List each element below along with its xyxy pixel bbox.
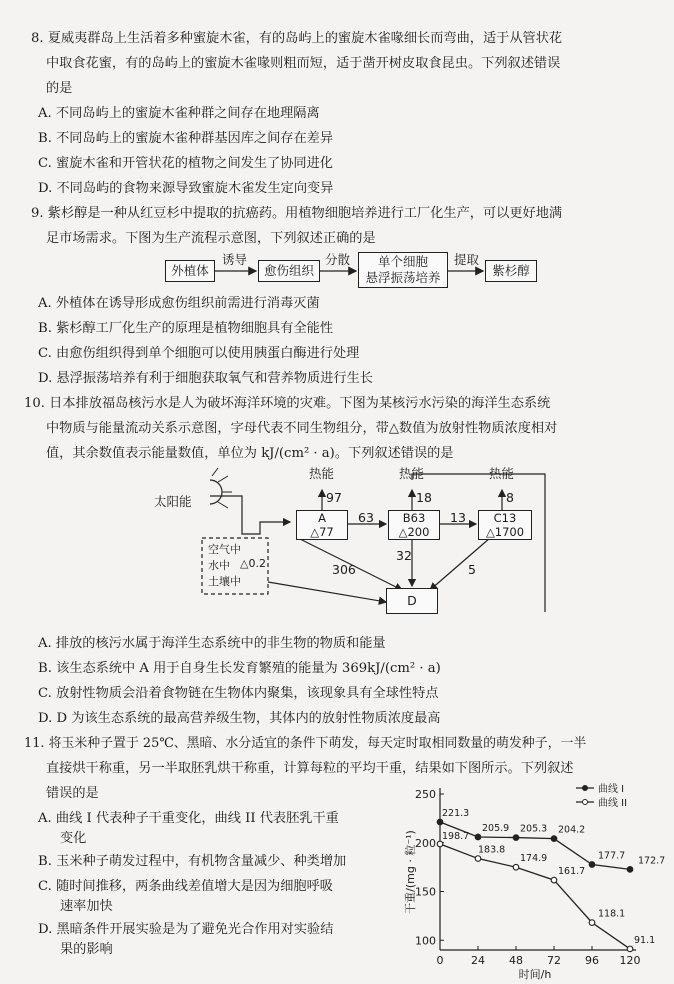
- node-a-label: A: [318, 511, 326, 525]
- series-2-data-label: 198.7: [442, 831, 470, 843]
- series-2-point: [475, 856, 481, 862]
- y-tick-label: 250: [415, 788, 436, 801]
- series-1-data-label: 205.9: [482, 822, 510, 834]
- q10-ecosystem-diagram: [150, 462, 560, 624]
- q10-line1: 10. 日本排放福岛核污水是人为破坏海洋环境的灾难。下图为某核污水污染的海洋生态系统: [24, 396, 551, 411]
- series-1-data-label: 204.2: [558, 824, 586, 836]
- x-axis-label: 时间/h: [518, 968, 552, 981]
- series-2-data-label: 174.9: [520, 853, 548, 865]
- sun-label: 太阳能: [154, 494, 192, 509]
- series-1-point: [627, 867, 633, 873]
- q8-line3: 的是: [46, 81, 73, 96]
- chart-series: [437, 808, 665, 952]
- y-tick-label: 150: [415, 885, 436, 899]
- energy-306: 306: [332, 562, 356, 577]
- env-water: 水中: [208, 559, 230, 572]
- q11-line3: 错误的是: [46, 786, 99, 801]
- q11-option-a-2: 变化: [60, 831, 87, 846]
- q9-line2: 足市场需求。下图为生产流程示意图，下列叙述正确的是: [46, 231, 376, 246]
- q10-line2: 中物质与能量流动关系示意图，字母代表不同生物组分，带△数值为放射性物质浓度相对: [46, 421, 558, 436]
- series-1-point: [475, 834, 481, 840]
- legend-marker-2: [583, 800, 588, 805]
- series-1-point: [437, 819, 443, 825]
- series-2-point: [627, 946, 633, 952]
- heat-label-b: 热能: [399, 466, 425, 481]
- q10-option-a: A. 排放的核污水属于海洋生态系统中的非生物的物质和能量: [38, 636, 386, 651]
- heat-label-c: 热能: [489, 466, 515, 481]
- node-a-value: △77: [310, 525, 334, 539]
- q9-option-d: D. 悬浮振荡培养有利于细胞获取氧气和营养物质进行生长: [38, 371, 373, 386]
- series-2-point: [513, 864, 519, 870]
- q11-line1: 11. 将玉米种子置于 25℃、黑暗、水分适宜的条件下萌发，每天定时取相同数量的萌发种子，一半: [24, 736, 587, 751]
- q10-option-d: D. D 为该生态系统的最高营养级生物，其体内的放射性物质浓度最高: [38, 711, 441, 726]
- flow-box-cell-line1: 单个细胞: [377, 254, 428, 269]
- flow-box-taxol: 紫杉醇: [485, 260, 537, 282]
- chart-legend: [576, 782, 627, 809]
- series-1-point: [589, 862, 595, 868]
- node-d: D: [386, 588, 438, 614]
- node-a: [296, 510, 348, 540]
- q10-option-b: B. 该生态系统中 A 用于自身生长发育繁殖的能量为 369kJ/(cm² · a): [38, 661, 441, 676]
- q8-option-c: C. 蜜旋木雀和开管状花的植物之间发生了协同进化: [38, 156, 333, 171]
- dry-weight-line-chart: [404, 784, 666, 981]
- x-tick-label: 48: [509, 954, 523, 967]
- node-c-label: C13: [493, 511, 517, 525]
- node-b: [388, 510, 440, 540]
- q11-option-d-2: 果的影响: [60, 942, 113, 957]
- q11-option-c-2: 速率加快: [60, 899, 113, 914]
- heat-label-a: 热能: [309, 466, 335, 481]
- flow-arrows: [160, 252, 580, 296]
- series-1-data-label: 177.7: [598, 850, 626, 862]
- series-2-point: [437, 841, 443, 847]
- q11-option-a-1: A. 曲线 I 代表种子干重变化，曲线 II 代表胚乳干重: [38, 811, 339, 826]
- q9-line1: 9. 紫杉醇是一种从红豆杉中提取的抗癌药。用植物细胞培养进行工厂化生产，可以更好地满: [31, 206, 563, 221]
- series-1-data-label: 172.7: [638, 855, 666, 867]
- y-axis-label: 干重/(mg · 粒⁻¹): [404, 830, 417, 914]
- flow-label-extract: 提取: [454, 252, 480, 267]
- energy-5: 5: [468, 562, 476, 577]
- series-2-data-label: 161.7: [558, 866, 586, 878]
- legend-label-1: 曲线 I: [598, 784, 625, 795]
- energy-63: 63: [358, 510, 374, 525]
- energy-32: 32: [396, 548, 412, 563]
- series-2-data-label: 118.1: [598, 908, 626, 920]
- series-1-point: [513, 835, 519, 841]
- q8-line1: 8. 夏威夷群岛上生活着多种蜜旋木雀，有的岛屿上的蜜旋木雀喙细长而弯曲，适于从管状花: [31, 31, 563, 46]
- x-tick-label: 120: [619, 954, 641, 967]
- energy-13: 13: [450, 510, 466, 525]
- series-2-data-label: 183.8: [478, 844, 506, 856]
- q11-option-c-1: C. 随时间推移，两条曲线差值增大是因为细胞呼吸: [38, 879, 333, 894]
- node-b-value: △200: [398, 525, 430, 539]
- q11-line2: 直接烘干称重，另一半取胚乳烘干称重，计算每粒的平均干重，结果如下图所示。下列叙述: [46, 761, 574, 776]
- series-2-point: [589, 920, 595, 926]
- y-tick-label: 100: [415, 934, 436, 948]
- q8-option-a: A. 不同岛屿上的蜜旋木雀种群之间存在地理隔离: [38, 106, 320, 121]
- flow-box-explant: 外植体: [165, 260, 215, 282]
- flow-label-induce: 诱导: [222, 252, 248, 267]
- q8-line2: 中取食花蜜，有的岛屿上的蜜旋木雀喙则粗而短，适于凿开树皮取食昆虫。下列叙述错误: [46, 56, 561, 71]
- q9-option-c: C. 由愈伤组织得到单个细胞可以使用胰蛋白酶进行处理: [38, 346, 360, 361]
- q9-option-a: A. 外植体在诱导形成愈伤组织前需进行消毒灭菌: [38, 296, 320, 311]
- q8-option-d: D. 不同岛屿的食物来源导致蜜旋木雀发生定向变异: [38, 181, 334, 196]
- q9-flow-diagram: [160, 252, 580, 296]
- sun-icon: [210, 468, 232, 508]
- node-b-label: B63: [402, 511, 426, 525]
- node-c: [478, 510, 532, 540]
- x-tick-label: 0: [436, 954, 444, 967]
- env-value: △0.2: [240, 557, 266, 570]
- flow-box-cell-line2: 悬浮振荡培养: [365, 270, 441, 285]
- q8-option-b: B. 不同岛屿上的蜜旋木雀种群基因库之间存在差异: [38, 131, 334, 146]
- q10-option-c: C. 放射性物质会沿着食物链在生物体内聚集，该现象具有全球性特点: [38, 686, 439, 701]
- legend-label-2: 曲线 II: [598, 798, 628, 809]
- series-1-point: [551, 836, 557, 842]
- x-tick-label: 24: [471, 954, 485, 967]
- energy-18: 18: [416, 490, 432, 505]
- series-2-data-label: 91.1: [634, 934, 656, 946]
- energy-8: 8: [506, 490, 514, 505]
- x-tick-label: 96: [585, 954, 599, 967]
- chart-axes: [403, 788, 641, 981]
- flow-box-callus: 愈伤组织: [258, 260, 320, 282]
- energy-97: 97: [326, 490, 342, 505]
- env-soil: 土壤中: [208, 575, 241, 588]
- legend-marker-1: [583, 786, 588, 791]
- node-c-value: △1700: [485, 525, 525, 539]
- q9-option-b: B. 紫杉醇工厂化生产的原理是植物细胞具有全能性: [38, 321, 334, 336]
- series-2-point: [551, 877, 557, 883]
- series-1-data-label: 205.3: [520, 823, 548, 835]
- y-tick-label: 200: [415, 836, 436, 850]
- series-1-data-label: 221.3: [442, 807, 470, 819]
- x-tick-label: 72: [547, 954, 561, 967]
- q10-line3: 值，其余数值表示能量数值，单位为 kJ/(cm² · a)。下列叙述错误的是: [46, 446, 454, 461]
- q11-option-b: B. 玉米种子萌发过程中，有机物含量减少、种类增加: [38, 854, 347, 869]
- env-air: 空气中: [208, 543, 241, 556]
- q11-option-d-1: D. 黑暗条件开展实验是为了避免光合作用对实验结: [38, 922, 334, 937]
- flow-label-disperse: 分散: [325, 252, 351, 267]
